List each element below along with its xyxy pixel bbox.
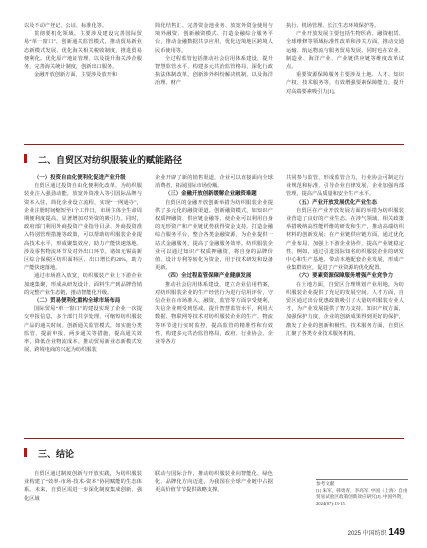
subsection-3-heading: （三）金融开放创新缓解企业融资难题 <box>165 191 257 198</box>
top-column-2 <box>155 22 273 130</box>
top-col1-para-2: 贯彻要机化领域。主要涉及建设完善国际贸易“单一窗口”，创新通关监管模式，推动贸易新业态新模式发展、优化海关相关税收制度，推进贸易便利化。优化原产地证管理，以及提升海关涉企服务，完善海关统计制度，创新出口服务。 <box>24 31 142 71</box>
references-rule <box>316 479 408 480</box>
subsection-4-para-1: 推动社会信用体系建设，建立企业信用档案，对纺织服装企业的生产经营行为进行信用评价，守信企业在市场准入、融资、监管等方面享受便利，失信企业则受到惩戒。提升智慧监管水平，利用大数据、物联网等技术对纺织服装企业的生产、物流等环节进行实时监控，提高监管的精准性和有效性，构建多元共治监管格局，政府、行业协会、企业等各方 <box>155 281 273 346</box>
section-3-heading <box>38 447 74 460</box>
top-col3-para-1: 执行、机场管理、长江生态环境保护等。 <box>286 23 380 29</box>
subsection-5-heading: （五）产业开放发展优化产业生态 <box>296 199 377 206</box>
section-2-column-3 <box>286 174 404 426</box>
top-col2-para-2: 全过程监管包括推动社会信用体系建设，提升智慧监管水平，构建多元共治监管格局、深化行政执法体制改革，创新涉外纠纷解决机制，以及海洋治理、财产 <box>155 55 273 87</box>
subsection-6-heading: （六）要素资源保障服务增强产业竞争力 <box>296 273 394 280</box>
references-title: 参考文献 <box>316 481 335 486</box>
top-col1-para-3: 金融开放创新方面，主要涉及放开和 <box>34 72 118 79</box>
page-number: 149 <box>388 527 405 538</box>
subsection-5-para-1: 自贸区在产业开放发展方面的举措为纺织服装业营造了良好的产业生态。在涉气领域，相关政策举措吸纳高性能纤维的研发和生产，推动高端纺织材料的创新发展；在产业链供应链方面，通过优化产业布局、加强上下游企业协作，提高产业链稳定性。例如，通过引进国际知名纺织服装企业的研发中心和生产基地，带动本地配套企业发展，形成产业集群效应，促进了产业资源的优化配置。 <box>286 207 404 272</box>
subsection-2-para-1: 国际贸易“单一窗口”的建设实现了企业一次提交申报信息，多个部门共享处理，可缩短纺织服装产品的通关时间。创新通关监管模式，如实施分类监管、提前申报、两步通关等措施，提高通关效率，降低企业物流成本。推动贸易新业态新模式发展，跨境电商的兴起为纺织服装 <box>24 306 142 354</box>
subsection-1-para-1: 自贸区通过投资自由化便利化改革，为纺织服装业注入强劲动能，放宽外资准入等引国际品牌与资本入驻，简化企业设立流程，实现“一网通办”，企业注册时间缩短至1个工作日，市场主体全生命周期便利度提高，显著增加对外资的吸引力。同时，政府部门利用外商投资产业指导目录、外商投资准入特别管理措施等政策，可以帮助纺织服装企业提高技术水平，形成聚集效应，助力产能快速落地、涉及零售物流环节及对外出口环节。诸如无锡高新区综合保税区纺织面料区、出口增长约20%，助力产能快速落地。 <box>24 183 142 272</box>
top-col1-para-1: 以及不动产登记、公证、标准化等。 <box>24 23 108 29</box>
section-2-rule <box>24 144 404 145</box>
references-block <box>316 481 408 507</box>
reference-item: [1] 朱军，韩勇青，李高军. 中国（上海）自由贸易试验区政策创新效应研究[J]. 中国外资，2024(07):13-15. <box>316 487 408 506</box>
section-2-heading <box>38 153 182 166</box>
subsection-1-heading: （一）投资自由化便利化促进产业升级 <box>34 175 126 181</box>
section-2-title: 二、自贸区对纺织服装业的赋能路径 <box>38 155 183 165</box>
section-3-title: 三、结论 <box>38 449 75 459</box>
section-2-column-1 <box>24 174 142 426</box>
top-col3-para-3: 重要资源保障服务主要涉及土地、人才、知识产权、技术服务等，有效增强要素保障能力，提升对高端要素吸引力[1]。 <box>286 72 404 95</box>
subsection-2-para-2: 企业开辟了新的销售渠道，企业可以直接面向全球消费者，拓展国际市场份额。 <box>155 175 273 190</box>
subsection-1-para-2: 通过市场准入放宽，纺织服装产业上下游企业加速集聚，形成从研发设计、面料生产到品牌营销的完整产业生态链，推动智能化升级。 <box>24 273 142 296</box>
top-column-3 <box>286 22 404 130</box>
section-3-rule <box>24 438 404 439</box>
subsection-2-heading: （二）贸易便利化重构全球市场布局 <box>34 298 121 305</box>
subsection-4-heading: （四）全过程监管保障产业健康发展 <box>165 273 252 280</box>
conclusion-para-1: 自贸区通过制度创新与开放实践，为纺织服装业构建了“效率-市场-技术-资本”协同赋能的生态体系。未来，自贸区需进一步深化制度集成创新，强化区域 <box>24 471 142 502</box>
journal-issue: 2025 中国纺织 <box>347 531 387 537</box>
section-3-heading-marker <box>24 448 27 457</box>
subsection-3-para-1: 自贸区的金融开放创新举措为纺织服装企业提供了多元化的融资渠道。创新融资模式，如知识产权质押融资、供应链金融等，使企业可以利用自身的无形资产和产业链优势获得资金支持。打造金融综合服务平台，整合各类金融资源，为企业提供一站式金融服务，提高了金融服务效率。纺织服装企业可以通过知识产权质押融资，将自身的品牌价值、设计专利等转化为资金，用于技术研发和设备更新。 <box>155 199 273 272</box>
top-col3-para-2: 产业开放发展主要包括生物医药、融资租赁、全球维修等领域标准性改革和涉关方面，推动交通运输、航运物流与服务贸易发展、同时也在农业、制造业、海洋产业、产业链供应链等维度改革试点。 <box>286 31 404 71</box>
section-2-column-2 <box>155 174 273 426</box>
top-col2-para-1: 简化结售汇、完善资金池业务、放宽外资金使用与境外融资、创新融资模式、打造金融综合服务平台，推动金融数据共享应用、优化迈境地区跨境人民币使用等。 <box>155 23 273 54</box>
section-2-heading-marker <box>24 154 27 163</box>
section-3-column-2 <box>155 470 273 520</box>
section-3-column-1 <box>24 470 142 520</box>
subsection-4-para-2: 共同参与监管，形成监管合力，行业协会可制定行业规范和标准，引导企业自律发展，企业加强内部管理，提高产品质量和安全生产水平。 <box>286 175 404 198</box>
top-column-1 <box>24 22 142 130</box>
subsection-6-para-1: 在土地方面，自贸区合理规划产业用地，为纺织服装企业提供了充足的发展空间。人才方面，自贸区通过出台优惠政策吸引了大量纺织服装专业人才，为产业发展提供了智力支持。知识产权方面，加强保护力度，企业的创新成果得到更好的保护，激发了企业的创新积极性。技术服务方面，自贸区汇聚了各类专业技术服务机构。 <box>286 281 404 337</box>
conclusion-para-2: 联动与国际合作，推动纺织服装业向智能化、绿色化、品牌化方向迈进，为我国在全球产业链中占据更高价值节节提供战略支撑。 <box>155 471 273 494</box>
page-footer <box>348 527 405 538</box>
